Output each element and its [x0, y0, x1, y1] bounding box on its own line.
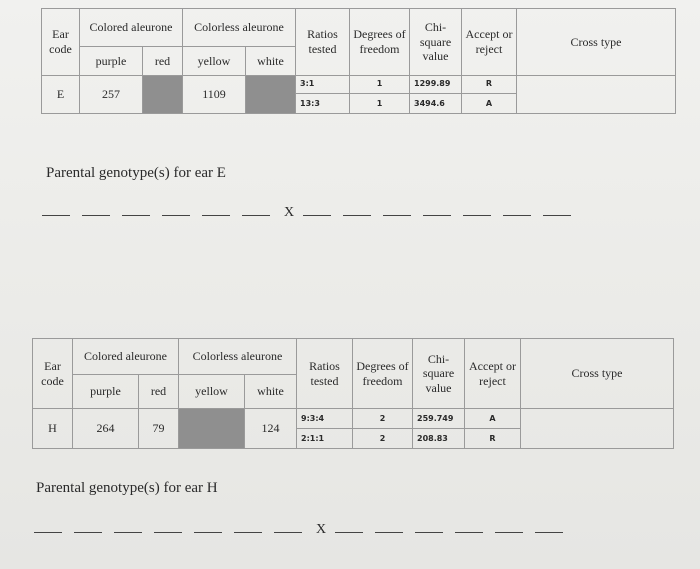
ratio-entry: 3:1 [296, 75, 350, 93]
header-ratios-tested: Ratios tested [297, 339, 353, 409]
accept-reject-entry: R [465, 429, 521, 449]
header-colorless-aleurone: Colorless aleurone [183, 9, 296, 47]
chi-square-entry: 3494.6 [410, 93, 462, 113]
cross-type-cell [521, 409, 674, 449]
accept-reject-entry: R [462, 75, 517, 93]
purple-count: 257 [80, 75, 143, 113]
header-degrees-of-freedom: Degrees of freedom [353, 339, 413, 409]
red-count: 79 [139, 409, 179, 449]
purple-count: 264 [73, 409, 139, 449]
header-yellow: yellow [179, 375, 245, 409]
chi-square-entry: 259.749 [413, 409, 465, 429]
accept-reject-entry: A [462, 93, 517, 113]
header-cross-type: Cross type [521, 339, 674, 409]
cross-type-cell [517, 75, 676, 113]
shaded-cell [179, 409, 245, 449]
chi-square-entry: 1299.89 [410, 75, 462, 93]
genotype-blank-line-h[interactable] [34, 522, 644, 536]
shaded-cell [143, 75, 183, 113]
degrees-entry: 1 [350, 93, 410, 113]
header-ear-code: Ear code [33, 339, 73, 409]
cross-symbol: X [316, 522, 328, 536]
header-red: red [143, 47, 183, 75]
header-chi-square-value: Chi-square value [410, 9, 462, 76]
degrees-entry: 2 [353, 409, 413, 429]
header-degrees-of-freedom: Degrees of freedom [350, 9, 410, 76]
ear-code-cell: E [42, 75, 80, 113]
header-yellow: yellow [183, 47, 246, 75]
chi-square-entry: 208.83 [413, 429, 465, 449]
header-colored-aleurone: Colored aleurone [73, 339, 179, 375]
header-accept-or-reject: Accept or reject [465, 339, 521, 409]
genotype-blank-line-e[interactable] [42, 205, 642, 219]
header-accept-or-reject: Accept or reject [462, 9, 517, 76]
ear-code-cell: H [33, 409, 73, 449]
ear-h-table [32, 338, 674, 449]
ratio-entry: 9:3:4 [297, 409, 353, 429]
header-colorless-aleurone: Colorless aleurone [179, 339, 297, 375]
header-cross-type: Cross type [517, 9, 676, 76]
shaded-cell [246, 75, 296, 113]
cross-symbol: X [284, 205, 296, 219]
header-chi-square-value: Chi-square value [413, 339, 465, 409]
degrees-entry: 1 [350, 75, 410, 93]
yellow-count: 1109 [183, 75, 246, 113]
header-colored-aleurone: Colored aleurone [80, 9, 183, 47]
header-ear-code: Ear code [42, 9, 80, 76]
header-purple: purple [73, 375, 139, 409]
parental-genotype-heading-h: Parental genotype(s) for ear H [36, 480, 218, 496]
header-white: white [246, 47, 296, 75]
white-count: 124 [245, 409, 297, 449]
header-purple: purple [80, 47, 143, 75]
degrees-entry: 2 [353, 429, 413, 449]
ratio-entry: 13:3 [296, 93, 350, 113]
ear-e-table [41, 8, 676, 114]
accept-reject-entry: A [465, 409, 521, 429]
parental-genotype-heading-e: Parental genotype(s) for ear E [46, 165, 226, 181]
header-red: red [139, 375, 179, 409]
ratio-entry: 2:1:1 [297, 429, 353, 449]
header-white: white [245, 375, 297, 409]
header-ratios-tested: Ratios tested [296, 9, 350, 76]
